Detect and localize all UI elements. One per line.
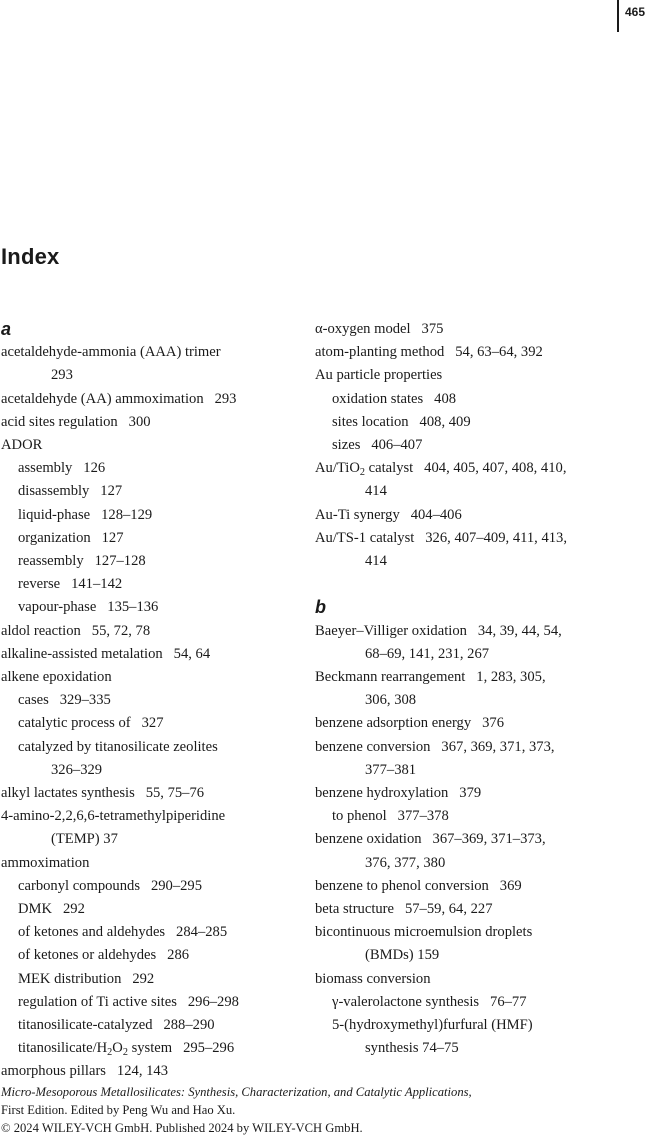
subscript: 2	[359, 467, 365, 479]
entry-pages: 55, 72, 78	[91, 622, 151, 639]
entry-pages: 288–290	[163, 1017, 215, 1034]
entry-term: benzene hydroxylation	[315, 785, 449, 802]
index-entry	[315, 712, 615, 735]
entry-term: benzene conversion	[315, 738, 431, 755]
index-column-left	[1, 318, 301, 1084]
entry-pages: 57–59, 64, 227	[404, 901, 493, 918]
entry-term: vapour-phase	[18, 599, 97, 616]
index-title: Index	[1, 244, 60, 269]
entry-pages: 296–298	[187, 993, 239, 1010]
section-spacer	[315, 573, 615, 596]
entry-pages: 34, 39, 44, 54,	[477, 622, 562, 639]
index-entry	[315, 921, 615, 944]
entry-term: alkene epoxidation	[1, 669, 112, 686]
entry-term: γ-valerolactone synthesis	[332, 993, 480, 1010]
index-subentry	[315, 1014, 615, 1037]
entry-pages: 127–128	[94, 553, 146, 570]
index-subentry	[1, 968, 301, 991]
entry-pages: 404–406	[410, 506, 462, 523]
index-column-right	[315, 318, 615, 1060]
edition-line: First Edition. Edited by Peng Wu and Hao Xu.	[1, 1103, 236, 1117]
page-number-rule	[617, 0, 619, 32]
index-entry	[315, 736, 615, 759]
index-section-letter: a	[1, 319, 12, 339]
index-subentry	[315, 991, 615, 1014]
entry-pages: 295–296	[183, 1040, 235, 1057]
index-subentry	[1, 504, 301, 527]
entry-pages: 292	[132, 970, 155, 987]
entry-pages: 141–142	[71, 576, 123, 593]
entry-term: sizes	[332, 437, 361, 454]
entry-term: Au-Ti synergy	[315, 506, 400, 523]
index-entry	[1, 388, 301, 411]
entry-term: alkaline-assisted metalation	[1, 645, 163, 662]
entry-term: catalytic process of	[18, 715, 131, 732]
entry-term: Beckmann rearrangement	[315, 669, 466, 686]
entry-pages: 1, 283, 305,	[476, 669, 546, 686]
index-subentry	[1, 480, 301, 503]
entry-term: reverse	[18, 576, 61, 593]
entry-pages: 326, 407–409, 411, 413,	[425, 529, 567, 546]
page-number: 465	[625, 5, 646, 19]
index-entry	[315, 666, 615, 689]
entry-term: to phenol	[332, 808, 387, 825]
entry-pages: 327	[141, 715, 164, 732]
book-footer	[1, 1083, 472, 1137]
entry-term: alkyl lactates synthesis	[1, 785, 135, 802]
index-entry	[315, 527, 615, 550]
entry-term: ammoximation	[1, 854, 90, 871]
entry-term: acid sites regulation	[1, 413, 118, 430]
index-subentry	[315, 805, 615, 828]
index-subentry	[1, 736, 301, 759]
index-entry	[315, 898, 615, 921]
entry-term: oxidation states	[332, 390, 424, 407]
index-entry	[315, 620, 615, 643]
entry-pages: 369	[499, 877, 522, 894]
entry-term: amorphous pillars	[1, 1063, 106, 1080]
entry-pages: 406–407	[371, 437, 423, 454]
entry-term: MEK distribution	[18, 970, 122, 987]
entry-pages: 408	[434, 390, 457, 407]
entry-continuation: 414	[365, 553, 387, 570]
index-entry	[315, 318, 615, 341]
index-entry	[315, 828, 615, 851]
index-subentry	[1, 875, 301, 898]
entry-term: assembly	[18, 460, 73, 477]
index-entry	[315, 875, 615, 898]
index-entry	[1, 852, 301, 875]
entry-pages: 376	[482, 715, 504, 732]
entry-pages: 127	[100, 483, 123, 500]
index-entry	[1, 341, 301, 364]
index-entry	[315, 364, 615, 387]
index-subentry	[1, 712, 301, 735]
index-entry	[1, 666, 301, 689]
entry-pages: 293	[214, 390, 237, 407]
entry-term: liquid-phase	[18, 506, 91, 523]
entry-pages: 286	[167, 947, 190, 964]
entry-continuation: (TEMP) 37	[51, 831, 118, 848]
entry-pages: 292	[63, 901, 85, 918]
subscript: 2	[122, 1047, 128, 1059]
entry-term: of ketones and aldehydes	[18, 924, 166, 941]
index-subentry	[1, 921, 301, 944]
entry-term: cases	[18, 692, 49, 709]
entry-term: Baeyer–Villiger oxidation	[315, 622, 467, 639]
entry-term: of ketones or aldehydes	[18, 947, 157, 964]
entry-term: benzene adsorption energy	[315, 715, 472, 732]
entry-pages: 404, 405, 407, 408, 410,	[424, 460, 567, 477]
entry-term: organization	[18, 529, 91, 546]
entry-pages: 290–295	[150, 877, 203, 894]
copyright-line: © 2024 WILEY-VCH GmbH. Published 2024 by WILEY-VCH GmbH.	[1, 1121, 363, 1135]
entry-pages: 300	[128, 413, 151, 430]
index-subentry	[315, 434, 615, 457]
entry-pages: 329–335	[59, 692, 111, 709]
entry-pages: 284–285	[176, 924, 228, 941]
entry-pages: 367–369, 371–373,	[432, 831, 546, 848]
index-subentry	[315, 388, 615, 411]
index-entry	[1, 434, 301, 457]
entry-pages: 54, 64	[173, 645, 211, 662]
entry-term: acetaldehyde (AA) ammoximation	[1, 390, 204, 407]
index-subentry	[1, 991, 301, 1014]
entry-pages: 379	[459, 785, 482, 802]
entry-continuation: 326–329	[51, 761, 103, 778]
index-subentry	[1, 596, 301, 619]
entry-term: Au particle properties	[315, 367, 443, 384]
entry-term: DMK	[18, 901, 53, 918]
entry-term: carbonyl compounds	[18, 877, 140, 894]
index-entry	[1, 1060, 301, 1083]
entry-term: Au/TiO$_2$ catalyst	[315, 460, 414, 479]
entry-term: acetaldehyde-ammonia (AAA) trimer	[1, 344, 221, 361]
index-entry	[315, 341, 615, 364]
entry-term: benzene oxidation	[315, 831, 422, 848]
index-subentry	[1, 1014, 301, 1037]
entry-term: beta structure	[315, 901, 395, 918]
index-entry	[315, 782, 615, 805]
entry-pages: 408, 409	[419, 413, 471, 430]
index-subentry	[1, 1037, 301, 1060]
entry-term: catalyzed by titanosilicate zeolites	[18, 738, 218, 755]
entry-pages: 128–129	[101, 506, 153, 523]
entry-term: disassembly	[18, 483, 90, 500]
entry-term: bicontinuous microemulsion droplets	[315, 924, 533, 941]
entry-continuation: 68–69, 141, 231, 267	[365, 645, 490, 662]
index-entry	[1, 643, 301, 666]
entry-pages: 76–77	[490, 993, 527, 1010]
entry-term: α-oxygen model	[315, 321, 411, 337]
entry-continuation: (BMDs) 159	[365, 947, 440, 964]
entry-pages: 375	[421, 321, 444, 337]
index-entry	[1, 782, 301, 805]
entry-pages: 377–378	[397, 808, 449, 825]
entry-term: sites location	[332, 413, 409, 430]
entry-pages: 367, 369, 371, 373,	[441, 738, 555, 755]
entry-continuation: 293	[51, 367, 73, 384]
index-section-letter: b	[315, 597, 326, 618]
index-entry	[315, 504, 615, 527]
entry-term: titanosilicate-catalyzed	[18, 1017, 153, 1034]
index-entry	[315, 457, 615, 480]
entry-pages: 126	[83, 460, 106, 477]
entry-continuation: synthesis 74–75	[365, 1040, 459, 1057]
entry-pages: 127	[101, 529, 124, 546]
entry-continuation: 306, 308	[365, 692, 417, 709]
entry-term: 5-(hydroxymethyl)furfural (HMF)	[332, 1017, 533, 1034]
entry-term: ADOR	[1, 437, 43, 453]
entry-term: titanosilicate/$H_2O_2$ system	[18, 1040, 173, 1059]
entry-term: atom-planting method	[315, 344, 445, 361]
entry-continuation: 376, 377, 380	[365, 854, 446, 871]
index-subentry	[1, 689, 301, 712]
index-entry	[1, 411, 301, 434]
index-subentry	[1, 527, 301, 550]
index-entry	[1, 620, 301, 643]
entry-pages: 55, 75–76	[145, 785, 205, 802]
index-entry	[1, 805, 301, 828]
entry-term: aldol reaction	[1, 622, 81, 639]
entry-pages: 124, 143	[116, 1063, 168, 1080]
entry-term: 4-amino-2,2,6,6-tetramethylpiperidine	[1, 808, 226, 825]
index-entry	[315, 968, 615, 991]
entry-term: biomass conversion	[315, 970, 431, 987]
entry-pages: 135–136	[107, 599, 159, 616]
index-subentry	[315, 411, 615, 434]
book-title: Micro-Mesoporous Metallosilicates: Synthesis, Characterization, and Catalytic Applications,	[1, 1085, 472, 1099]
entry-term: benzene to phenol conversion	[315, 877, 489, 894]
entry-term: Au/TS-1 catalyst	[315, 529, 415, 546]
entry-term: regulation of Ti active sites	[18, 993, 177, 1010]
entry-continuation: 377–381	[365, 761, 417, 778]
subscript: 2	[107, 1047, 113, 1059]
index-subentry	[1, 457, 301, 480]
index-subentry	[1, 898, 301, 921]
index-subentry	[1, 550, 301, 573]
entry-pages: 54, 63–64, 392	[455, 344, 543, 361]
entry-term: reassembly	[18, 553, 84, 570]
index-subentry	[1, 573, 301, 596]
entry-continuation: 414	[365, 483, 387, 500]
index-subentry	[1, 944, 301, 967]
